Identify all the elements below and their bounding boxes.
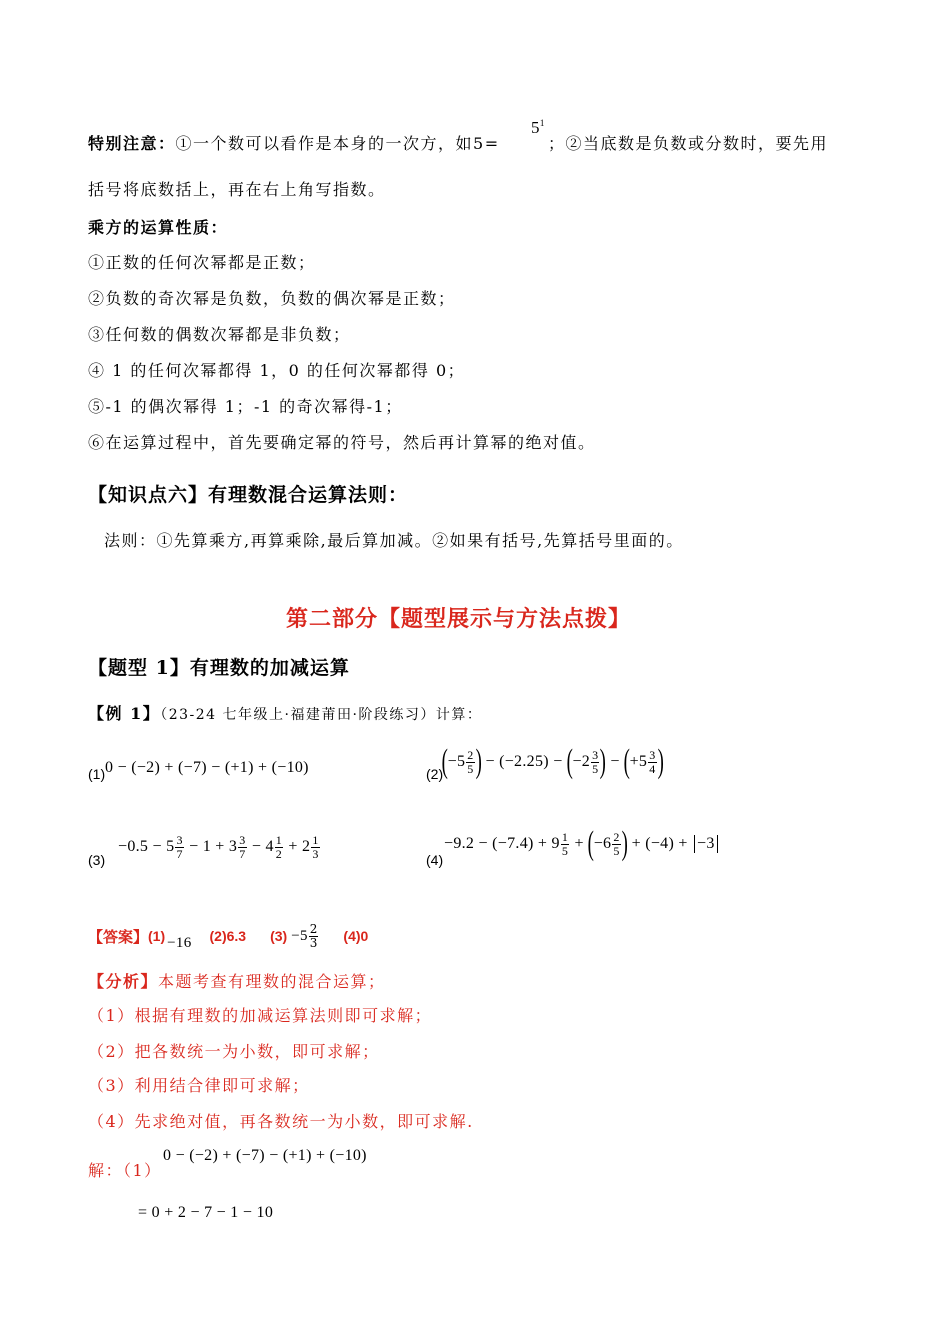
fraction: $\frac{3}{7}$	[176, 832, 183, 861]
power-example	[531, 118, 545, 138]
solution-label: 解：（1）	[88, 1161, 162, 1180]
fraction: $\frac{2}{5}$	[613, 829, 620, 858]
answer-label: 【答案】	[88, 927, 149, 946]
property-item: ①正数的任何次幂都是正数；	[88, 253, 316, 272]
fraction: $\frac{2}{3}$	[309, 921, 318, 950]
knowledge-point-6-rule: 法则：①先算乘方,再算乘除,最后算加减。②如果有括号,先算括号里面的。	[104, 531, 684, 550]
special-note-text-2: ；②当底数是负数或分数时，要先用	[548, 134, 829, 153]
example-1-label: 【例 1】	[88, 704, 161, 723]
power-exponent: 1	[539, 118, 545, 128]
special-note	[88, 134, 500, 154]
example-1-source: （23-24 七年级上·福建莆田·阶段练习）计算：	[160, 707, 483, 723]
question-2-expression: ( −5 $\frac{2}{5}$ ) − (−2.25) − ( −2 $\frac{3}{5}$ ) − ( +5 $\frac{3}{4}$ )	[441, 743, 664, 780]
question-type-1-title: 【题型 1】有理数的加减运算	[88, 657, 350, 679]
analysis-text: 本题考查有理数的混合运算；	[158, 972, 386, 991]
analysis-label: 【分析】	[88, 972, 159, 991]
analysis-item: （1）根据有理数的加减运算法则即可求解；	[88, 1006, 433, 1025]
special-note-text: ①一个数可以看作是本身的一次方，如5=	[175, 134, 500, 153]
solution-line-2: = 0 + 2 − 7 − 1 − 10	[138, 1204, 274, 1221]
part-two-title: 第二部分【题型展示与方法点拨】	[286, 606, 632, 632]
analysis-header	[88, 972, 386, 992]
question-4-expression: −9.2 − (−7.4) + 9 $\frac{1}{5}$ + ( −6 $\frac{2}{5}$ ) + (−4) + −3	[444, 824, 720, 864]
analysis-item: （3）利用结合律即可求解；	[88, 1076, 310, 1095]
analysis-item: （4）先求绝对值，再各数统一为小数，即可求解.	[88, 1112, 474, 1131]
question-3-label: (3)	[88, 852, 106, 868]
properties-title: 乘方的运算性质：	[88, 218, 229, 237]
fraction: $\frac{1}{2}$	[275, 832, 283, 861]
question-1-label: (1)	[88, 766, 106, 782]
question-4-label: (4)	[426, 852, 444, 868]
property-item: ③任何数的偶数次幂都是非负数；	[88, 325, 351, 344]
power-base: 5	[531, 118, 540, 137]
answer-line: 【答案】 (1) −16 (2)6.3 (3) −5 $\frac{2}{3}$ (4)0	[88, 921, 369, 951]
special-note-text-3: 括号将底数括上，再在右上角写指数。	[88, 180, 386, 199]
fraction: $\frac{2}{5}$	[467, 747, 474, 776]
property-item: ④ 1 的任何次幂都得 1，0 的任何次幂都得 0；	[88, 361, 466, 380]
fraction: $\frac{1}{3}$	[312, 832, 319, 861]
analysis-item: （2）把各数统一为小数，即可求解；	[88, 1042, 380, 1061]
fraction: $\frac{1}{5}$	[561, 829, 569, 858]
fraction: $\frac{3}{5}$	[592, 747, 599, 776]
property-item: ②负数的奇次幂是负数，负数的偶次幂是正数；	[88, 289, 456, 308]
example-1-header	[88, 704, 482, 725]
question-1-expression: 0 − (−2) + (−7) − (+1) + (−10)	[105, 759, 309, 776]
knowledge-point-6-title: 【知识点六】有理数混合运算法则：	[88, 484, 409, 506]
special-note-label: 特别注意：	[88, 134, 176, 153]
solution-line-1: 0 − (−2) + (−7) − (+1) + (−10)	[163, 1147, 367, 1164]
fraction: $\frac{3}{4}$	[649, 747, 656, 776]
property-item: ⑤-1 的偶次幂得 1；-1 的奇次幂得-1；	[88, 397, 403, 416]
question-3-expression: −0.5 − 5 $\frac{3}{7}$ − 1 + 3 $\frac{3}{7}$ − 4 $\frac{1}{2}$ + 2 $\frac{1}{3}$	[118, 832, 319, 861]
property-item: ⑥在运算过程中，首先要确定幂的符号，然后再计算幂的绝对值。	[88, 433, 596, 452]
question-2-label: (2)	[426, 766, 444, 782]
fraction: $\frac{3}{7}$	[239, 832, 246, 861]
